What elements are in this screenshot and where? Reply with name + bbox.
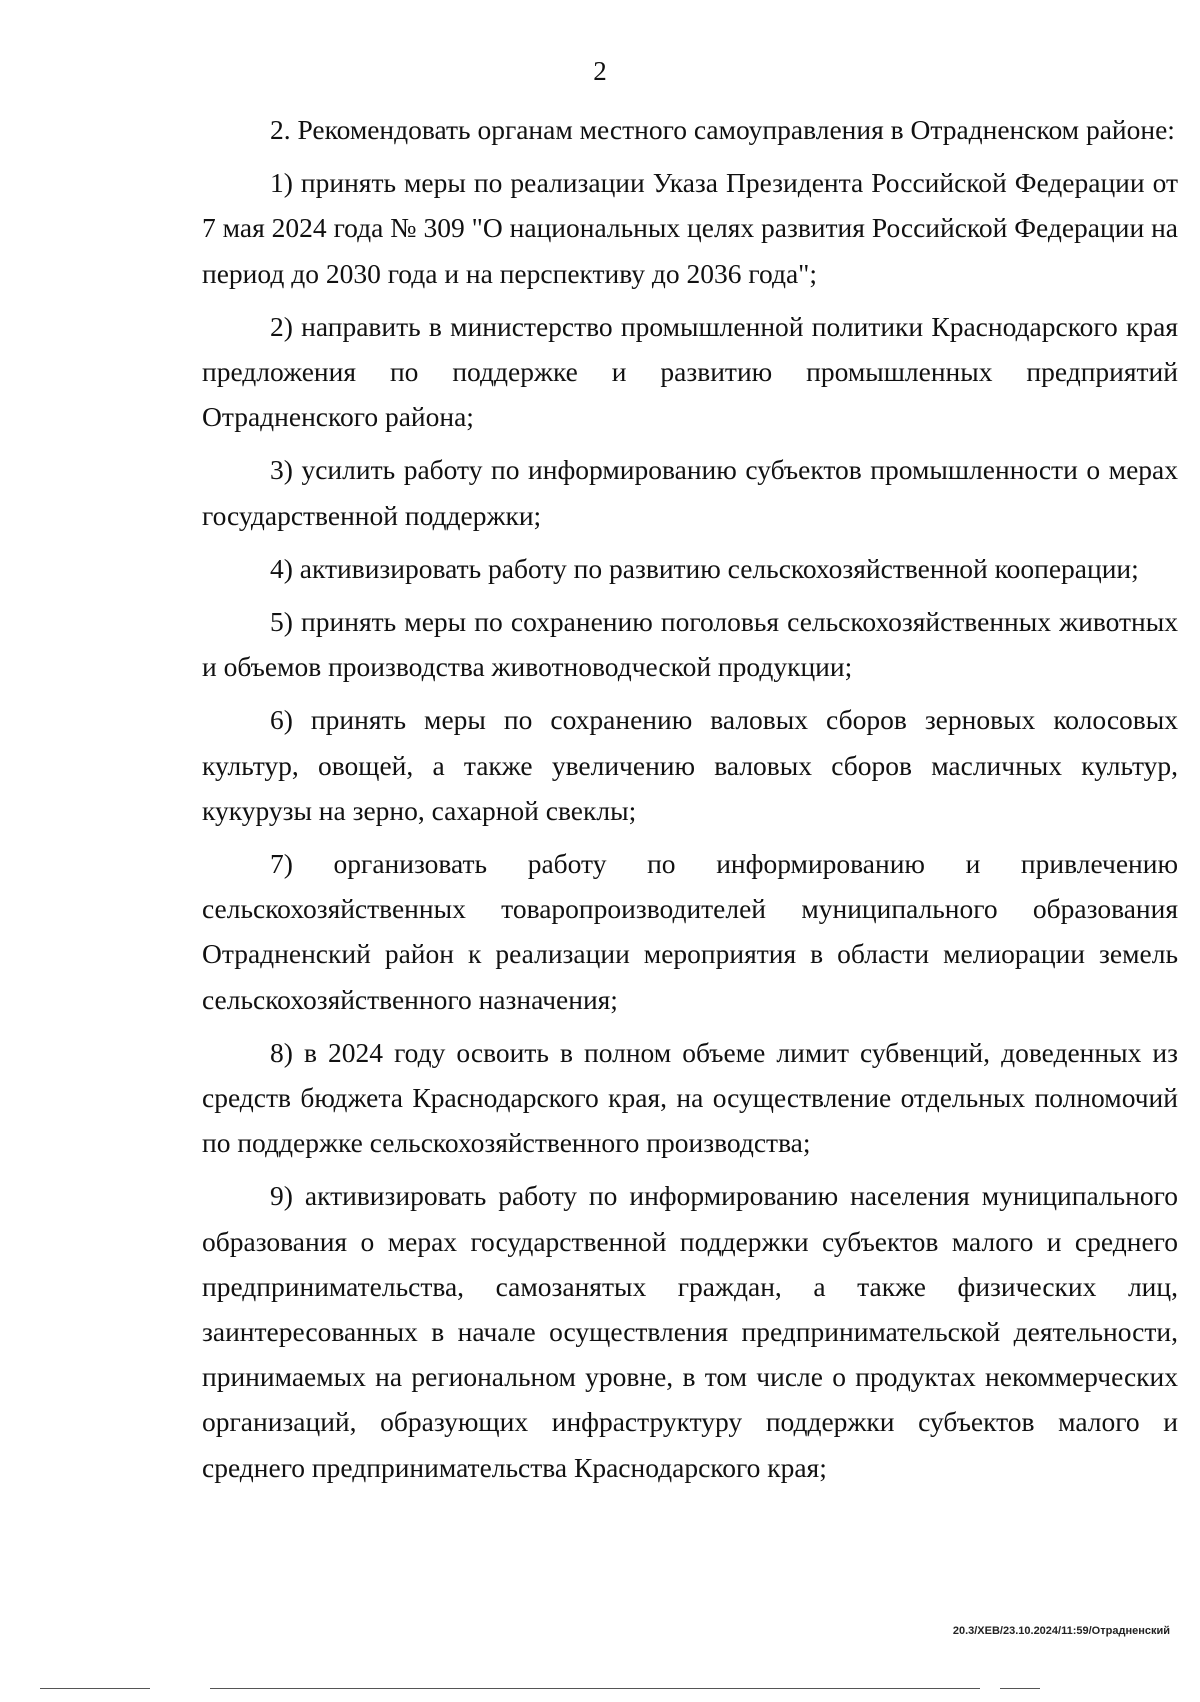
scan-edge-line xyxy=(210,1688,980,1689)
paragraph-item-2: 2) направить в министерство промышленной политики Краснодарского края предложения по поддержке и развитию промышленных предприятий Отрадненского района; xyxy=(202,310,1178,433)
scan-edge-line xyxy=(40,1688,150,1689)
paragraph-item-8: 8) в 2024 году освоить в полном объеме лимит субвенций, доведенных из средств бюджета Краснодарского края, на осуществление отдельных полномочий по поддержке сельскохозяйственного производства; xyxy=(202,1036,1178,1159)
footer-document-code: 20.3/ХЕВ/23.10.2024/11:59/Отрадненский xyxy=(952,1625,1170,1637)
paragraph-item-4: 4) активизировать работу по развитию сельскохозяйственной кооперации; xyxy=(270,552,1139,584)
paragraph-item-9: 9) активизировать работу по информированию населения муниципального образования о мерах государственной поддержки субъектов малого и среднего предпринимательства, самозанятых граждан, а также физических лиц, заинтересованных в начале осуществления предпринимательской деятельности, принимаемых на региональном уровне, в том числе о продуктах некоммерческих организаций, образующих инфраструктуру поддержки субъектов малого и среднего предпринимательства Краснодарского края; xyxy=(202,1180,1178,1483)
paragraph-item-5: 5) принять меры по сохранению поголовья сельскохозяйственных животных и объемов производства животноводческой продукции; xyxy=(202,606,1178,683)
paragraph-item-1: 1) принять меры по реализации Указа Президента Российской Федерации от 7 мая 2024 года № 309 "О национальных целях развития Российской Федерации на период до 2030 года и на перспективу до 2036 года"; xyxy=(202,167,1178,289)
document-body xyxy=(202,107,1178,1498)
paragraph-recommendation: 2. Рекомендовать органам местного самоуправления в Отрадненском районе: xyxy=(270,114,1175,145)
page-number: 2 xyxy=(593,56,607,86)
paragraph-item-3: 3) усилить работу по информированию субъектов промышленности о мерах государственной поддержки; xyxy=(202,454,1178,531)
paragraph-item-7: 7) организовать работу по информированию и привлечению сельскохозяйственных товаропроизводителей муниципального образования Отрадненский район к реализации мероприятия в области мелиорации земель сельскохозяйственного назначения; xyxy=(202,848,1178,1015)
scan-edge-line xyxy=(1000,1688,1040,1689)
paragraph-item-6: 6) принять меры по сохранению валовых сборов зерновых колосовых культур, овощей, а также увеличению валовых сборов масличных культур, кукурузы на зерно, сахарной свеклы; xyxy=(202,704,1178,826)
